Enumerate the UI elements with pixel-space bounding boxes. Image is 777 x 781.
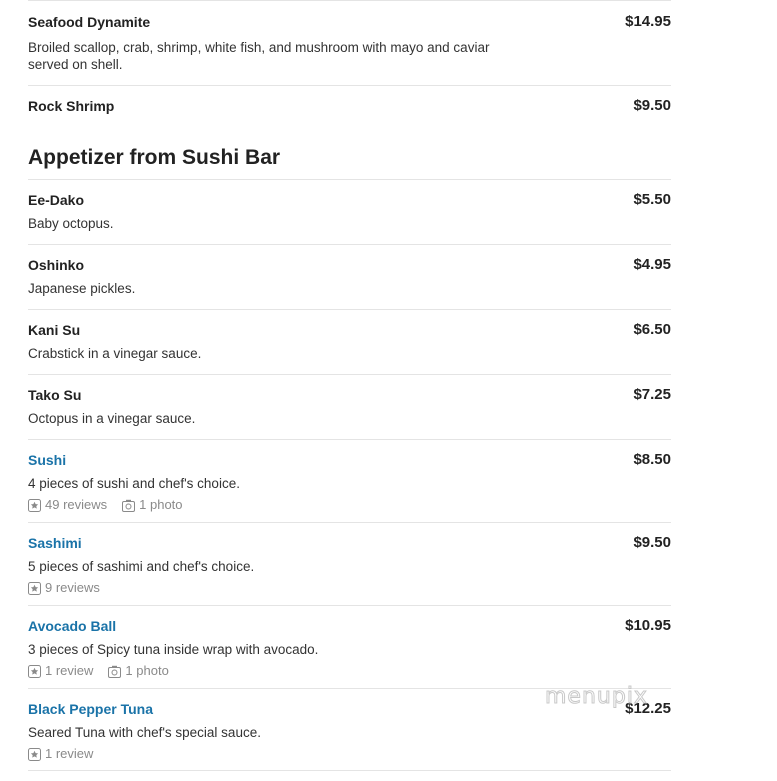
star-box-icon (28, 748, 41, 761)
star-box-icon (28, 499, 41, 512)
item-description: Baby octopus. (28, 216, 114, 231)
watermark-logo: menupix (545, 684, 648, 709)
item-description: Seared Tuna with chef's special sauce. (28, 725, 261, 740)
menu-item (28, 1, 671, 86)
menu-item (28, 440, 671, 523)
item-name: Tako Su (28, 387, 82, 403)
reviews-count: 1 review (45, 663, 94, 678)
item-price: $8.50 (633, 451, 671, 468)
item-description: Crabstick in a vinegar sauce. (28, 346, 202, 361)
section-title: Appetizer from Sushi Bar (28, 146, 281, 169)
menu-item (28, 86, 671, 126)
item-meta (28, 663, 671, 679)
item-meta (28, 580, 671, 596)
reviews-count: 49 reviews (45, 497, 108, 512)
item-description: 3 pieces of Spicy tuna inside wrap with avocado. (28, 642, 319, 657)
section-header (28, 126, 671, 180)
item-price: $9.50 (633, 97, 671, 114)
item-meta (28, 746, 671, 762)
photos-link[interactable] (108, 663, 168, 679)
photos-link[interactable] (122, 497, 182, 513)
menu-item (28, 689, 671, 771)
star-box-icon (28, 582, 41, 595)
menu-item (28, 606, 671, 689)
reviews-count: 9 reviews (45, 580, 100, 595)
menu-item (28, 245, 671, 310)
item-name-link[interactable]: Sushi (28, 452, 67, 468)
item-description: Broiled scallop, crab, shrimp, white fish, and mushroom with mayo and caviar served on shell. (28, 40, 490, 72)
item-meta (28, 497, 671, 513)
menu-item (28, 523, 671, 606)
reviews-link[interactable] (28, 580, 100, 596)
menu-item (28, 180, 671, 245)
menu-list (28, 0, 671, 771)
menu-item (28, 375, 671, 440)
item-description: Japanese pickles. (28, 281, 136, 296)
reviews-link[interactable] (28, 497, 107, 513)
reviews-link[interactable] (28, 746, 93, 762)
item-price: $14.95 (625, 13, 671, 30)
item-price: $9.50 (633, 534, 671, 551)
photos-count: 1 photo (125, 663, 169, 678)
item-price: $4.95 (633, 256, 671, 273)
star-box-icon (28, 665, 41, 678)
item-description: 4 pieces of sushi and chef's choice. (28, 476, 240, 491)
reviews-link[interactable] (28, 663, 93, 679)
item-name-link[interactable]: Avocado Ball (28, 618, 117, 634)
camera-icon (122, 499, 135, 512)
item-name-link[interactable]: Sashimi (28, 535, 82, 551)
photos-count: 1 photo (139, 497, 183, 512)
item-name: Oshinko (28, 257, 85, 273)
camera-icon (108, 665, 121, 678)
item-name-link[interactable]: Black Pepper Tuna (28, 701, 154, 717)
item-name: Seafood Dynamite (28, 14, 151, 30)
item-description: 5 pieces of sashimi and chef's choice. (28, 559, 255, 574)
item-price: $7.25 (633, 386, 671, 403)
item-name: Ee-Dako (28, 192, 85, 208)
item-price: $6.50 (633, 321, 671, 338)
item-description: Octopus in a vinegar sauce. (28, 411, 196, 426)
item-price: $10.95 (625, 617, 671, 634)
item-price: $12.25 (625, 700, 671, 717)
reviews-count: 1 review (45, 746, 94, 761)
item-name: Kani Su (28, 322, 81, 338)
menu-item (28, 310, 671, 375)
item-price: $5.50 (633, 191, 671, 208)
item-name: Rock Shrimp (28, 98, 115, 114)
